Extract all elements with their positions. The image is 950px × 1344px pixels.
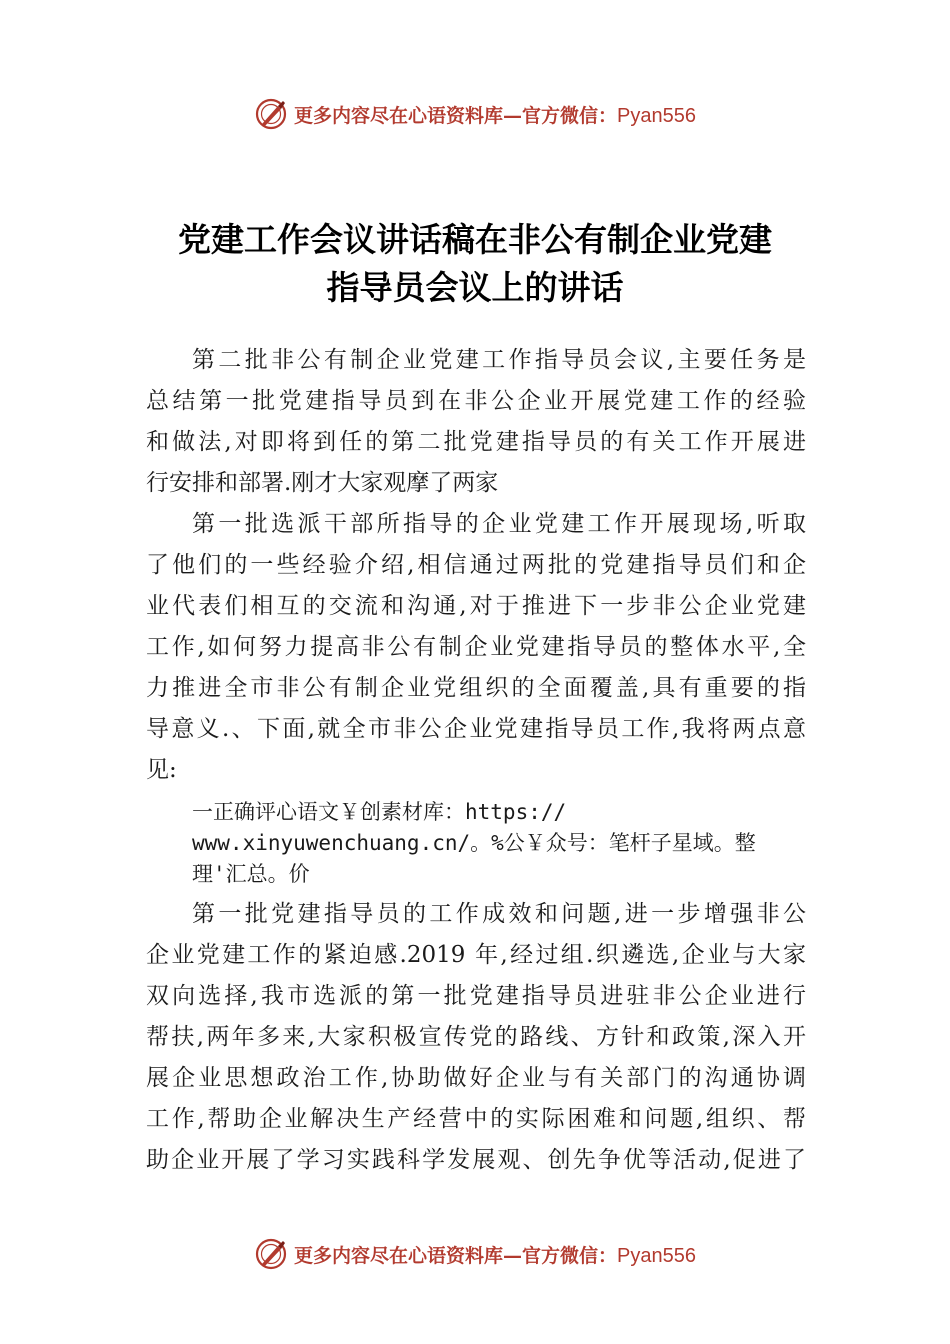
paragraph-line: 业代表们相互的交流和沟通,对于推进下一步非公企业党建 xyxy=(146,593,806,619)
note-line: www.xinyuwenchuang.cn/。%公￥众号：笔杆子星域。整 xyxy=(192,831,756,855)
paragraph-line: 和做法,对即将到任的第二批党建指导员的有关工作开展进 xyxy=(146,429,806,455)
paragraph-line: 帮扶,两年多来,大家积极宣传党的路线、方针和政策,深入开 xyxy=(146,1024,806,1050)
pen-logo-icon xyxy=(254,1237,288,1271)
paragraph-line: 第一批选派干部所指导的企业党建工作开展现场,听取 xyxy=(192,511,806,537)
paragraph-1 xyxy=(146,340,806,504)
paragraph-line: 行安排和部署.刚才大家观摩了两家 xyxy=(146,470,499,496)
paragraph-line: 工作,帮助企业解决生产经营中的实际困难和问题,组织、帮 xyxy=(146,1106,806,1132)
title-line-1: 党建工作会议讲话稿在非公有制企业党建 xyxy=(178,220,772,259)
paragraph-2 xyxy=(146,504,806,791)
watermark-note xyxy=(146,797,822,890)
paragraph-line: 企业党建工作的紧迫感.2019 年,经过组.织遴选,企业与大家 xyxy=(146,942,806,968)
banner-wechat-label: 官方微信： xyxy=(522,1244,618,1267)
paragraph-line: 第二批非公有制企业党建工作指导员会议,主要任务是 xyxy=(192,347,806,373)
note-line: 理'汇总。价 xyxy=(192,862,310,886)
banner-main-text: 更多内容尽在心语资料库 xyxy=(294,104,504,127)
header-banner xyxy=(0,94,950,134)
banner-text xyxy=(294,101,696,128)
note-line: 一正确评心语文￥创素材库：https:// xyxy=(192,800,567,824)
paragraph-line: 双向选择,我市选派的第一批党建指导员进驻非公企业进行 xyxy=(146,983,806,1009)
paragraph-line: 助企业开展了学习实践科学发展观、创先争优等活动,促进了 xyxy=(146,1147,806,1173)
paragraph-3 xyxy=(146,894,806,1181)
title-line-2: 指导员会议上的讲话 xyxy=(326,268,624,307)
paragraph-line: 展企业思想政治工作,协助做好企业与有关部门的沟通协调 xyxy=(146,1065,806,1091)
banner-text xyxy=(294,1241,696,1268)
paragraph-line: 了他们的一些经验介绍,相信通过两批的党建指导员们和企 xyxy=(146,552,806,578)
footer-banner xyxy=(0,1234,950,1274)
paragraph-line: 总结第一批党建指导员到在非公企业开展党建工作的经验 xyxy=(146,388,806,414)
document-title xyxy=(0,216,950,312)
banner-wechat-id: Pyan556 xyxy=(617,1244,696,1267)
paragraph-line: 力推进全市非公有制企业党组织的全面覆盖,具有重要的指 xyxy=(146,675,806,701)
paragraph-line: 工作,如何努力提高非公有制企业党建指导员的整体水平,全 xyxy=(146,634,806,660)
paragraph-line: 见: xyxy=(146,757,177,783)
banner-main-text: 更多内容尽在心语资料库 xyxy=(294,1244,504,1267)
banner-wechat-id: Pyan556 xyxy=(617,104,696,127)
pen-logo-icon xyxy=(254,97,288,131)
banner-wechat-label: 官方微信： xyxy=(522,104,618,127)
paragraph-line: 导意义.、下面,就全市非公企业党建指导员工作,我将两点意 xyxy=(146,716,806,742)
paragraph-line: 第一批党建指导员的工作成效和问题,进一步增强非公 xyxy=(192,901,806,927)
banner-separator: — xyxy=(503,1244,523,1267)
banner-separator: — xyxy=(503,104,523,127)
document-body xyxy=(146,340,806,1181)
